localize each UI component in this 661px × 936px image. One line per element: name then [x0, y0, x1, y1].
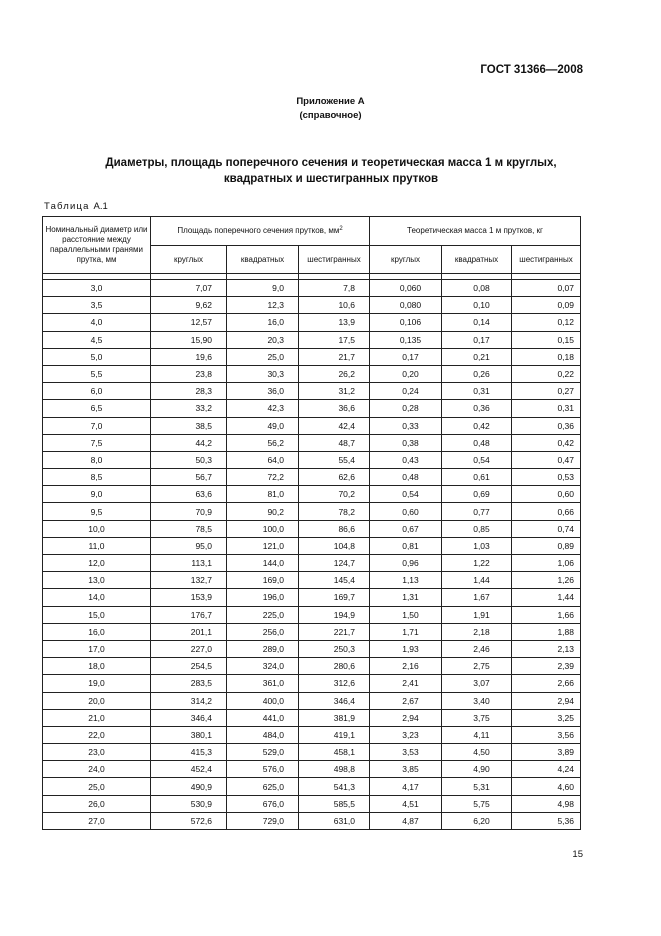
table-row — [43, 572, 581, 589]
cell-diameter: 10,0 — [43, 520, 151, 537]
cell-area-hexagonal: 458,1 — [299, 744, 370, 761]
table-row — [43, 451, 581, 468]
cell-area-square: 625,0 — [227, 778, 299, 795]
cell-diameter: 5,5 — [43, 365, 151, 382]
cell-area-square: 729,0 — [227, 812, 299, 829]
cell-mass-square: 2,75 — [442, 658, 512, 675]
cell-area-square: 676,0 — [227, 795, 299, 812]
table-row — [43, 434, 581, 451]
cell-mass-hexagonal: 0,60 — [512, 486, 581, 503]
cell-mass-hexagonal: 0,53 — [512, 469, 581, 486]
cell-area-hexagonal: 346,4 — [299, 692, 370, 709]
cell-diameter: 3,0 — [43, 280, 151, 297]
table-caption-word: Таблица — [44, 201, 90, 212]
table-row — [43, 417, 581, 434]
cell-mass-round: 0,135 — [370, 331, 442, 348]
cell-mass-round: 0,43 — [370, 451, 442, 468]
cell-area-round: 9,62 — [151, 297, 227, 314]
table-row — [43, 744, 581, 761]
cell-mass-round: 2,94 — [370, 709, 442, 726]
cell-area-square: 20,3 — [227, 331, 299, 348]
cell-area-hexagonal: 280,6 — [299, 658, 370, 675]
cell-diameter: 12,0 — [43, 555, 151, 572]
table-row — [43, 812, 581, 829]
cell-area-square: 289,0 — [227, 640, 299, 657]
cell-mass-hexagonal: 0,12 — [512, 314, 581, 331]
cell-area-hexagonal: 312,6 — [299, 675, 370, 692]
table-row — [43, 280, 581, 297]
cell-mass-round: 1,71 — [370, 623, 442, 640]
cell-diameter: 24,0 — [43, 761, 151, 778]
header-diameter: Номинальный диаметр или расстояние между параллельными гранями прутка, мм — [43, 217, 151, 274]
table-row — [43, 726, 581, 743]
cell-mass-square: 1,44 — [442, 572, 512, 589]
cell-mass-square: 4,11 — [442, 726, 512, 743]
cell-area-round: 113,1 — [151, 555, 227, 572]
cell-mass-square: 0,85 — [442, 520, 512, 537]
cell-mass-hexagonal: 1,06 — [512, 555, 581, 572]
cell-mass-round: 4,17 — [370, 778, 442, 795]
cell-mass-hexagonal: 1,26 — [512, 572, 581, 589]
header-area-unit-sup: 2 — [339, 226, 343, 232]
cell-mass-square: 6,20 — [442, 812, 512, 829]
cell-mass-hexagonal: 0,18 — [512, 348, 581, 365]
table-row — [43, 520, 581, 537]
cell-diameter: 3,5 — [43, 297, 151, 314]
cell-area-round: 572,6 — [151, 812, 227, 829]
cell-area-hexagonal: 36,6 — [299, 400, 370, 417]
cell-area-round: 78,5 — [151, 520, 227, 537]
cell-area-square: 25,0 — [227, 348, 299, 365]
cell-area-square: 144,0 — [227, 555, 299, 572]
cell-area-square: 529,0 — [227, 744, 299, 761]
cell-mass-square: 4,90 — [442, 761, 512, 778]
cell-area-square: 576,0 — [227, 761, 299, 778]
cell-mass-square: 0,31 — [442, 383, 512, 400]
cell-mass-hexagonal: 5,36 — [512, 812, 581, 829]
cell-mass-square: 0,17 — [442, 331, 512, 348]
cell-mass-hexagonal: 0,22 — [512, 365, 581, 382]
table-row — [43, 537, 581, 554]
cell-mass-square: 5,31 — [442, 778, 512, 795]
cell-diameter: 26,0 — [43, 795, 151, 812]
cell-diameter: 7,5 — [43, 434, 151, 451]
cell-area-hexagonal: 21,7 — [299, 348, 370, 365]
cell-area-hexagonal: 31,2 — [299, 383, 370, 400]
cell-mass-round: 3,23 — [370, 726, 442, 743]
cell-mass-square: 1,22 — [442, 555, 512, 572]
cell-mass-round: 1,93 — [370, 640, 442, 657]
appendix-heading — [0, 95, 661, 123]
page-number: 15 — [572, 849, 583, 860]
cell-mass-hexagonal: 0,42 — [512, 434, 581, 451]
cell-mass-round: 1,31 — [370, 589, 442, 606]
cell-mass-round: 4,87 — [370, 812, 442, 829]
header-mass-hexagonal: шестигранных — [512, 246, 581, 274]
cell-diameter: 9,0 — [43, 486, 151, 503]
header-mass-round: круглых — [370, 246, 442, 274]
cell-mass-hexagonal: 1,88 — [512, 623, 581, 640]
cell-mass-square: 0,48 — [442, 434, 512, 451]
header-area-round: круглых — [151, 246, 227, 274]
header-area-group — [151, 217, 370, 246]
cell-area-round: 227,0 — [151, 640, 227, 657]
cell-area-hexagonal: 631,0 — [299, 812, 370, 829]
cell-area-hexagonal: 419,1 — [299, 726, 370, 743]
cell-area-round: 12,57 — [151, 314, 227, 331]
table-row — [43, 297, 581, 314]
table-row — [43, 365, 581, 382]
table-row — [43, 348, 581, 365]
cell-diameter: 17,0 — [43, 640, 151, 657]
cell-mass-round: 2,67 — [370, 692, 442, 709]
cell-area-hexagonal: 104,8 — [299, 537, 370, 554]
cell-area-round: 15,90 — [151, 331, 227, 348]
cell-mass-round: 0,54 — [370, 486, 442, 503]
cell-mass-square: 0,61 — [442, 469, 512, 486]
cell-area-round: 176,7 — [151, 606, 227, 623]
cell-area-hexagonal: 86,6 — [299, 520, 370, 537]
cell-mass-round: 0,48 — [370, 469, 442, 486]
cell-diameter: 15,0 — [43, 606, 151, 623]
cell-area-hexagonal: 78,2 — [299, 503, 370, 520]
table-row — [43, 623, 581, 640]
cell-area-round: 63,6 — [151, 486, 227, 503]
cell-mass-round: 0,81 — [370, 537, 442, 554]
cell-mass-hexagonal: 1,44 — [512, 589, 581, 606]
cell-mass-hexagonal: 4,24 — [512, 761, 581, 778]
cell-area-round: 201,1 — [151, 623, 227, 640]
table-row — [43, 606, 581, 623]
header-area-hexagonal: шестигранных — [299, 246, 370, 274]
cell-area-round: 28,3 — [151, 383, 227, 400]
cell-mass-hexagonal: 0,09 — [512, 297, 581, 314]
cell-area-hexagonal: 585,5 — [299, 795, 370, 812]
cell-diameter: 8,0 — [43, 451, 151, 468]
cell-area-round: 380,1 — [151, 726, 227, 743]
cell-mass-square: 3,40 — [442, 692, 512, 709]
cell-mass-square: 2,46 — [442, 640, 512, 657]
cell-mass-square: 0,14 — [442, 314, 512, 331]
table-row — [43, 400, 581, 417]
cell-mass-round: 0,060 — [370, 280, 442, 297]
cell-area-square: 72,2 — [227, 469, 299, 486]
cell-mass-round: 0,20 — [370, 365, 442, 382]
title-line-2: квадратных и шестигранных прутков — [223, 173, 439, 185]
cell-area-round: 132,7 — [151, 572, 227, 589]
table-row — [43, 795, 581, 812]
cell-area-hexagonal: 221,7 — [299, 623, 370, 640]
table-caption — [44, 201, 108, 212]
cell-area-hexagonal: 48,7 — [299, 434, 370, 451]
appendix-type: (справочное) — [299, 110, 362, 121]
cell-mass-round: 0,17 — [370, 348, 442, 365]
cell-area-square: 441,0 — [227, 709, 299, 726]
cell-area-square: 484,0 — [227, 726, 299, 743]
table-row — [43, 675, 581, 692]
cell-mass-hexagonal: 2,66 — [512, 675, 581, 692]
cell-area-hexagonal: 541,3 — [299, 778, 370, 795]
cell-mass-hexagonal: 0,15 — [512, 331, 581, 348]
table-row — [43, 331, 581, 348]
table-row — [43, 778, 581, 795]
cell-diameter: 6,5 — [43, 400, 151, 417]
cell-mass-square: 4,50 — [442, 744, 512, 761]
table-row — [43, 658, 581, 675]
cell-area-square: 81,0 — [227, 486, 299, 503]
cell-area-square: 324,0 — [227, 658, 299, 675]
cell-area-round: 50,3 — [151, 451, 227, 468]
cell-diameter: 21,0 — [43, 709, 151, 726]
cell-area-hexagonal: 250,3 — [299, 640, 370, 657]
cell-mass-hexagonal: 0,66 — [512, 503, 581, 520]
cell-mass-round: 2,41 — [370, 675, 442, 692]
cell-mass-round: 0,33 — [370, 417, 442, 434]
cell-area-round: 23,8 — [151, 365, 227, 382]
cell-diameter: 27,0 — [43, 812, 151, 829]
cell-area-round: 490,9 — [151, 778, 227, 795]
cell-mass-round: 0,67 — [370, 520, 442, 537]
cell-diameter: 19,0 — [43, 675, 151, 692]
cell-diameter: 23,0 — [43, 744, 151, 761]
cell-mass-square: 0,26 — [442, 365, 512, 382]
cell-diameter: 16,0 — [43, 623, 151, 640]
cell-mass-round: 3,85 — [370, 761, 442, 778]
cell-area-round: 44,2 — [151, 434, 227, 451]
cell-diameter: 8,5 — [43, 469, 151, 486]
cell-diameter: 4,5 — [43, 331, 151, 348]
cell-mass-hexagonal: 0,47 — [512, 451, 581, 468]
cell-mass-square: 1,91 — [442, 606, 512, 623]
cell-area-square: 90,2 — [227, 503, 299, 520]
cell-area-square: 64,0 — [227, 451, 299, 468]
cell-mass-hexagonal: 0,89 — [512, 537, 581, 554]
cell-diameter: 22,0 — [43, 726, 151, 743]
cell-mass-hexagonal: 3,25 — [512, 709, 581, 726]
cell-area-hexagonal: 145,4 — [299, 572, 370, 589]
cell-mass-hexagonal: 2,13 — [512, 640, 581, 657]
cell-mass-square: 2,18 — [442, 623, 512, 640]
cell-mass-round: 0,96 — [370, 555, 442, 572]
cell-area-square: 225,0 — [227, 606, 299, 623]
cell-area-hexagonal: 7,8 — [299, 280, 370, 297]
table-row — [43, 589, 581, 606]
title-line-1: Диаметры, площадь поперечного сечения и теоретическая масса 1 м круглых, — [105, 157, 557, 169]
cell-diameter: 9,5 — [43, 503, 151, 520]
cell-area-hexagonal: 55,4 — [299, 451, 370, 468]
cell-diameter: 14,0 — [43, 589, 151, 606]
cell-mass-square: 0,36 — [442, 400, 512, 417]
cell-area-square: 196,0 — [227, 589, 299, 606]
cell-area-round: 70,9 — [151, 503, 227, 520]
cell-mass-hexagonal: 3,89 — [512, 744, 581, 761]
cell-area-hexagonal: 62,6 — [299, 469, 370, 486]
cell-area-hexagonal: 498,8 — [299, 761, 370, 778]
cell-mass-round: 0,24 — [370, 383, 442, 400]
cell-diameter: 4,0 — [43, 314, 151, 331]
cell-area-round: 452,4 — [151, 761, 227, 778]
table-row — [43, 469, 581, 486]
cell-area-hexagonal: 194,9 — [299, 606, 370, 623]
cell-mass-square: 0,54 — [442, 451, 512, 468]
cell-mass-round: 0,106 — [370, 314, 442, 331]
cell-area-round: 346,4 — [151, 709, 227, 726]
cell-mass-round: 0,28 — [370, 400, 442, 417]
cell-mass-square: 0,10 — [442, 297, 512, 314]
cell-mass-round: 0,38 — [370, 434, 442, 451]
cell-mass-square: 5,75 — [442, 795, 512, 812]
cell-mass-round: 2,16 — [370, 658, 442, 675]
cell-area-square: 30,3 — [227, 365, 299, 382]
cell-mass-square: 3,75 — [442, 709, 512, 726]
table-row — [43, 761, 581, 778]
cell-area-square: 121,0 — [227, 537, 299, 554]
appendix-label: Приложение А — [296, 96, 365, 107]
cell-mass-square: 1,67 — [442, 589, 512, 606]
header-mass-group: Теоретическая масса 1 м прутков, кг — [370, 217, 581, 246]
cell-area-round: 415,3 — [151, 744, 227, 761]
cell-mass-hexagonal: 2,39 — [512, 658, 581, 675]
cell-mass-square: 0,77 — [442, 503, 512, 520]
cell-area-square: 361,0 — [227, 675, 299, 692]
cell-diameter: 20,0 — [43, 692, 151, 709]
cell-mass-square: 3,07 — [442, 675, 512, 692]
cell-area-square: 16,0 — [227, 314, 299, 331]
cell-area-hexagonal: 13,9 — [299, 314, 370, 331]
cell-area-hexagonal: 169,7 — [299, 589, 370, 606]
table-row — [43, 383, 581, 400]
cell-area-square: 169,0 — [227, 572, 299, 589]
cell-mass-hexagonal: 0,27 — [512, 383, 581, 400]
cell-area-round: 7,07 — [151, 280, 227, 297]
cell-diameter: 7,0 — [43, 417, 151, 434]
cell-area-hexagonal: 10,6 — [299, 297, 370, 314]
header-mass-square: квадратных — [442, 246, 512, 274]
cell-area-square: 400,0 — [227, 692, 299, 709]
table-row — [43, 709, 581, 726]
cell-area-round: 254,5 — [151, 658, 227, 675]
cell-mass-hexagonal: 3,56 — [512, 726, 581, 743]
cell-diameter: 18,0 — [43, 658, 151, 675]
cell-area-round: 530,9 — [151, 795, 227, 812]
table-row — [43, 640, 581, 657]
header-area-text: Площадь поперечного сечения прутков, мм — [177, 226, 340, 235]
cell-mass-square: 0,42 — [442, 417, 512, 434]
cell-mass-hexagonal: 0,31 — [512, 400, 581, 417]
cell-area-square: 36,0 — [227, 383, 299, 400]
cell-diameter: 25,0 — [43, 778, 151, 795]
cell-mass-hexagonal: 2,94 — [512, 692, 581, 709]
cell-mass-hexagonal: 0,36 — [512, 417, 581, 434]
cell-area-round: 95,0 — [151, 537, 227, 554]
cell-area-hexagonal: 381,9 — [299, 709, 370, 726]
cell-area-hexagonal: 42,4 — [299, 417, 370, 434]
cell-mass-round: 4,51 — [370, 795, 442, 812]
table-body — [43, 280, 581, 830]
cell-mass-round: 0,080 — [370, 297, 442, 314]
header-area-square: квадратных — [227, 246, 299, 274]
cell-diameter: 13,0 — [43, 572, 151, 589]
cell-mass-square: 0,21 — [442, 348, 512, 365]
cell-area-round: 33,2 — [151, 400, 227, 417]
cell-mass-hexagonal: 4,60 — [512, 778, 581, 795]
cell-area-square: 12,3 — [227, 297, 299, 314]
cell-area-round: 19,6 — [151, 348, 227, 365]
cell-area-hexagonal: 124,7 — [299, 555, 370, 572]
cell-mass-hexagonal: 0,07 — [512, 280, 581, 297]
cell-area-hexagonal: 26,2 — [299, 365, 370, 382]
table-row — [43, 314, 581, 331]
cell-area-square: 42,3 — [227, 400, 299, 417]
cell-area-hexagonal: 17,5 — [299, 331, 370, 348]
cell-area-round: 283,5 — [151, 675, 227, 692]
cell-area-square: 49,0 — [227, 417, 299, 434]
cell-diameter: 6,0 — [43, 383, 151, 400]
cell-diameter: 5,0 — [43, 348, 151, 365]
cell-mass-round: 0,60 — [370, 503, 442, 520]
cell-area-square: 100,0 — [227, 520, 299, 537]
table-row — [43, 555, 581, 572]
cell-diameter: 11,0 — [43, 537, 151, 554]
cell-area-round: 153,9 — [151, 589, 227, 606]
table-row — [43, 486, 581, 503]
table-row — [43, 692, 581, 709]
cell-mass-hexagonal: 1,66 — [512, 606, 581, 623]
table-row — [43, 503, 581, 520]
cell-area-square: 56,2 — [227, 434, 299, 451]
cell-mass-round: 1,13 — [370, 572, 442, 589]
cell-mass-square: 1,03 — [442, 537, 512, 554]
cell-mass-hexagonal: 4,98 — [512, 795, 581, 812]
cell-area-square: 256,0 — [227, 623, 299, 640]
standard-code: ГОСТ 31366—2008 — [480, 64, 583, 76]
cell-mass-round: 3,53 — [370, 744, 442, 761]
cell-area-square: 9,0 — [227, 280, 299, 297]
cell-area-round: 56,7 — [151, 469, 227, 486]
table-caption-number: А.1 — [93, 201, 108, 212]
document-title — [80, 155, 582, 187]
cell-area-hexagonal: 70,2 — [299, 486, 370, 503]
cell-mass-square: 0,69 — [442, 486, 512, 503]
data-table — [42, 216, 581, 830]
cell-area-round: 38,5 — [151, 417, 227, 434]
cell-mass-round: 1,50 — [370, 606, 442, 623]
cell-mass-hexagonal: 0,74 — [512, 520, 581, 537]
cell-area-round: 314,2 — [151, 692, 227, 709]
cell-mass-square: 0,08 — [442, 280, 512, 297]
